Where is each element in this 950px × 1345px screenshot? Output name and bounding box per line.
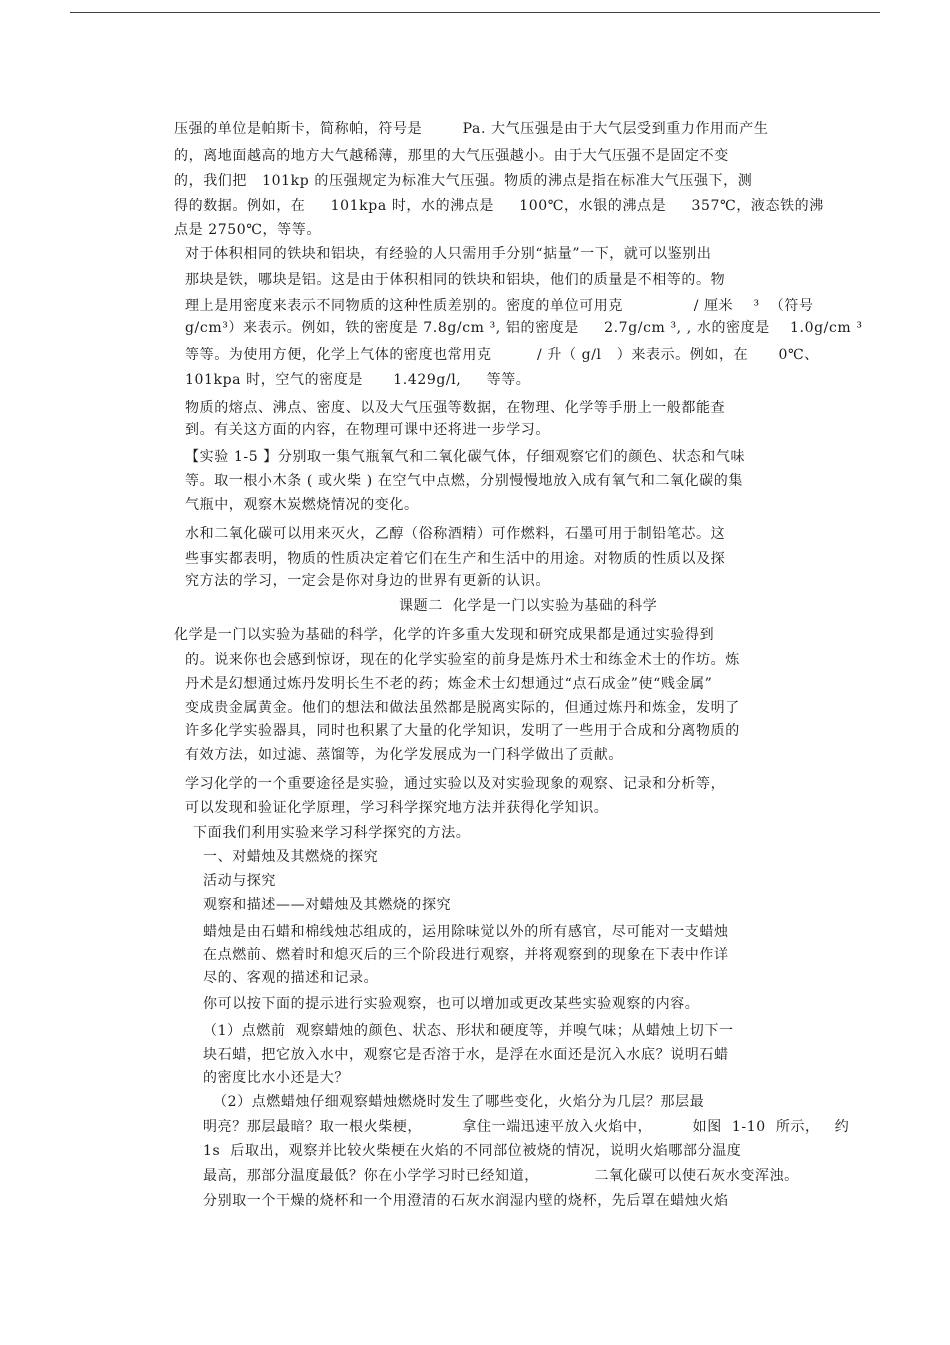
- body-line: （1）点燃前 观察蜡烛的颜色、状态、形状和硬度等，并嗅气味；从蜡烛上切下一: [203, 1023, 734, 1039]
- body-line: 压强的单位是帕斯卡，简称帕，符号是 Pa. 大气压强是由于大气层受到重力作用而产生: [174, 121, 769, 137]
- body-line: 的，我们把 101kp 的压强规定为标准大气压强。物质的沸点是指在标准大气压强下，测: [174, 173, 753, 189]
- body-line: 许多化学实验器具，同时也积累了大量的化学知识，发明了一些用于合成和分离物质的: [185, 723, 740, 739]
- body-line: 那块是铁，哪块是铝。这是由于体积相同的铁块和铝块，他们的质量是不相等的。物: [185, 272, 726, 288]
- activity-subtitle: 观察和描述——对蜡烛及其燃烧的探究: [203, 897, 452, 913]
- experiment-heading-line: 【实验 1-5 】分别取一集气瓶氧气和二氧化碳气体，仔细观察它们的颜色、状态和气味: [185, 449, 746, 465]
- body-line: 到。有关这方面的内容，在物理可课中还将进一步学习。: [185, 422, 550, 438]
- body-line: 等等。为使用方便，化学上气体的密度也常用克 / 升（ g/l ）来表示。例如，在 0℃、: [185, 347, 819, 363]
- body-line: 化学是一门以实验为基础的科学，化学的许多重大发现和研究成果都是通过实验得到: [174, 627, 715, 643]
- body-line: 学习化学的一个重要途径是实验，通过实验以及对实验现象的观察、记录和分析等，: [185, 776, 726, 792]
- body-line: 对于体积相同的铁块和铝块，有经验的人只需用手分别“掂量”一下，就可以鉴别出: [185, 246, 712, 262]
- body-line: 101kpa 时，空气的密度是 1.429g/l, 等等。: [185, 372, 531, 388]
- body-line: 些事实都表明，物质的性质决定着它们在生产和生活中的用途。对物质的性质以及探: [185, 551, 726, 567]
- body-line: 的，离地面越高的地方大气越稀薄，那里的大气压强越小。由于大气压强不是固定不变: [174, 148, 729, 164]
- body-line: 1s 后取出，观察并比较火柴梗在火焰的不同部位被烧的情况，说明火焰哪部分温度: [203, 1143, 742, 1159]
- body-line: 明亮？那层最暗？取一根火柴梗， 拿住一端迅速平放入火焰中， 如图 1-10 所示， 约: [203, 1119, 850, 1135]
- body-line: 分别取一个干燥的烧杯和一个用澄清的石灰水润湿内壁的烧杯，先后罩在蜡烛火焰: [203, 1193, 729, 1209]
- body-line: 气瓶中，观察木炭燃烧情况的变化。: [185, 497, 419, 513]
- body-line: 究方法的学习，一定会是你对身边的世界有更新的认识。: [185, 573, 550, 589]
- body-line: 等。取一根小木条 ( 或火柴 ) 在空气中点燃，分别慢慢地放入成有氧气和二氧化碳的集: [185, 473, 743, 489]
- body-line: 的。说来你也会感到惊讶，现在的化学实验室的前身是炼丹术士和练金术士的作坊。炼: [185, 652, 740, 668]
- body-line: 下面我们利用实验来学习科学探究的方法。: [193, 825, 471, 841]
- body-line: g/cm³）来表示。例如，铁的密度是 7.8g/cm ³, 铝的密度是 2.7g/cm ³, , 水的密度是 1.0g/cm ³: [185, 320, 863, 336]
- body-line: 可以发现和验证化学原理，学习科学探究地方法并获得化学知识。: [185, 800, 609, 816]
- body-line: 变成贵金属黄金。他们的想法和做法虽然都是脱离实际的，但通过炼丹和炼金，发明了: [185, 700, 740, 716]
- body-line: 点是 2750℃，等等。: [174, 222, 321, 238]
- body-line: 得的数据。例如，在 101kpa 时，水的沸点是 100℃，水银的沸点是 357℃，液态铁的沸: [174, 198, 824, 214]
- body-line: 块石蜡，把它放入水中，观察它是否溶于水，是浮在水面还是沉入水底？说明石蜡: [203, 1047, 729, 1063]
- body-line: 蜡烛是由石蜡和棉线烛芯组成的，运用除味觉以外的所有感官，尽可能对一支蜡烛: [203, 924, 729, 940]
- header-rule: [70, 12, 880, 13]
- body-line: （2）点燃蜡烛仔细观察蜡烛燃烧时发生了哪些变化，火焰分为几层？那层最: [213, 1094, 705, 1110]
- body-line: 有效方法，如过滤、蒸馏等，为化学发展成为一门科学做出了贡献。: [185, 747, 623, 763]
- subsection-title: 一、对蜡烛及其燃烧的探究: [203, 849, 379, 865]
- body-line: 物质的熔点、沸点、密度、以及大气压强等数据，在物理、化学等手册上一般都能查: [185, 400, 726, 416]
- section-title: 课题二 化学是一门以实验为基础的科学: [399, 598, 658, 614]
- body-line: 在点燃前、燃着时和熄灭后的三个阶段进行观察，并将观察到的现象在下表中作详: [203, 947, 729, 963]
- body-line: 的密度比水小还是大？: [203, 1070, 349, 1086]
- body-line: 理上是用密度来表示不同物质的这种性质差别的。密度的单位可用克 / 厘米 ³ （符号: [185, 298, 814, 314]
- body-line: 水和二氧化碳可以用来灭火，乙醇（俗称酒精）可作燃料，石墨可用于制铅笔芯。这: [185, 526, 726, 542]
- body-line: 尽的、客观的描述和记录。: [203, 970, 379, 986]
- body-line: 最高，那部分温度最低？你在小学学习时已经知道， 二氧化碳可以使石灰水变浑浊。: [203, 1168, 799, 1184]
- activity-label: 活动与探究: [203, 873, 276, 889]
- body-line: 丹术是幻想通过炼丹发明长生不老的药；炼金术士幻想通过“点石成金”使“贱金属”: [185, 676, 713, 692]
- body-line: 你可以按下面的提示进行实验观察，也可以增加或更改某些实验观察的内容。: [203, 996, 700, 1012]
